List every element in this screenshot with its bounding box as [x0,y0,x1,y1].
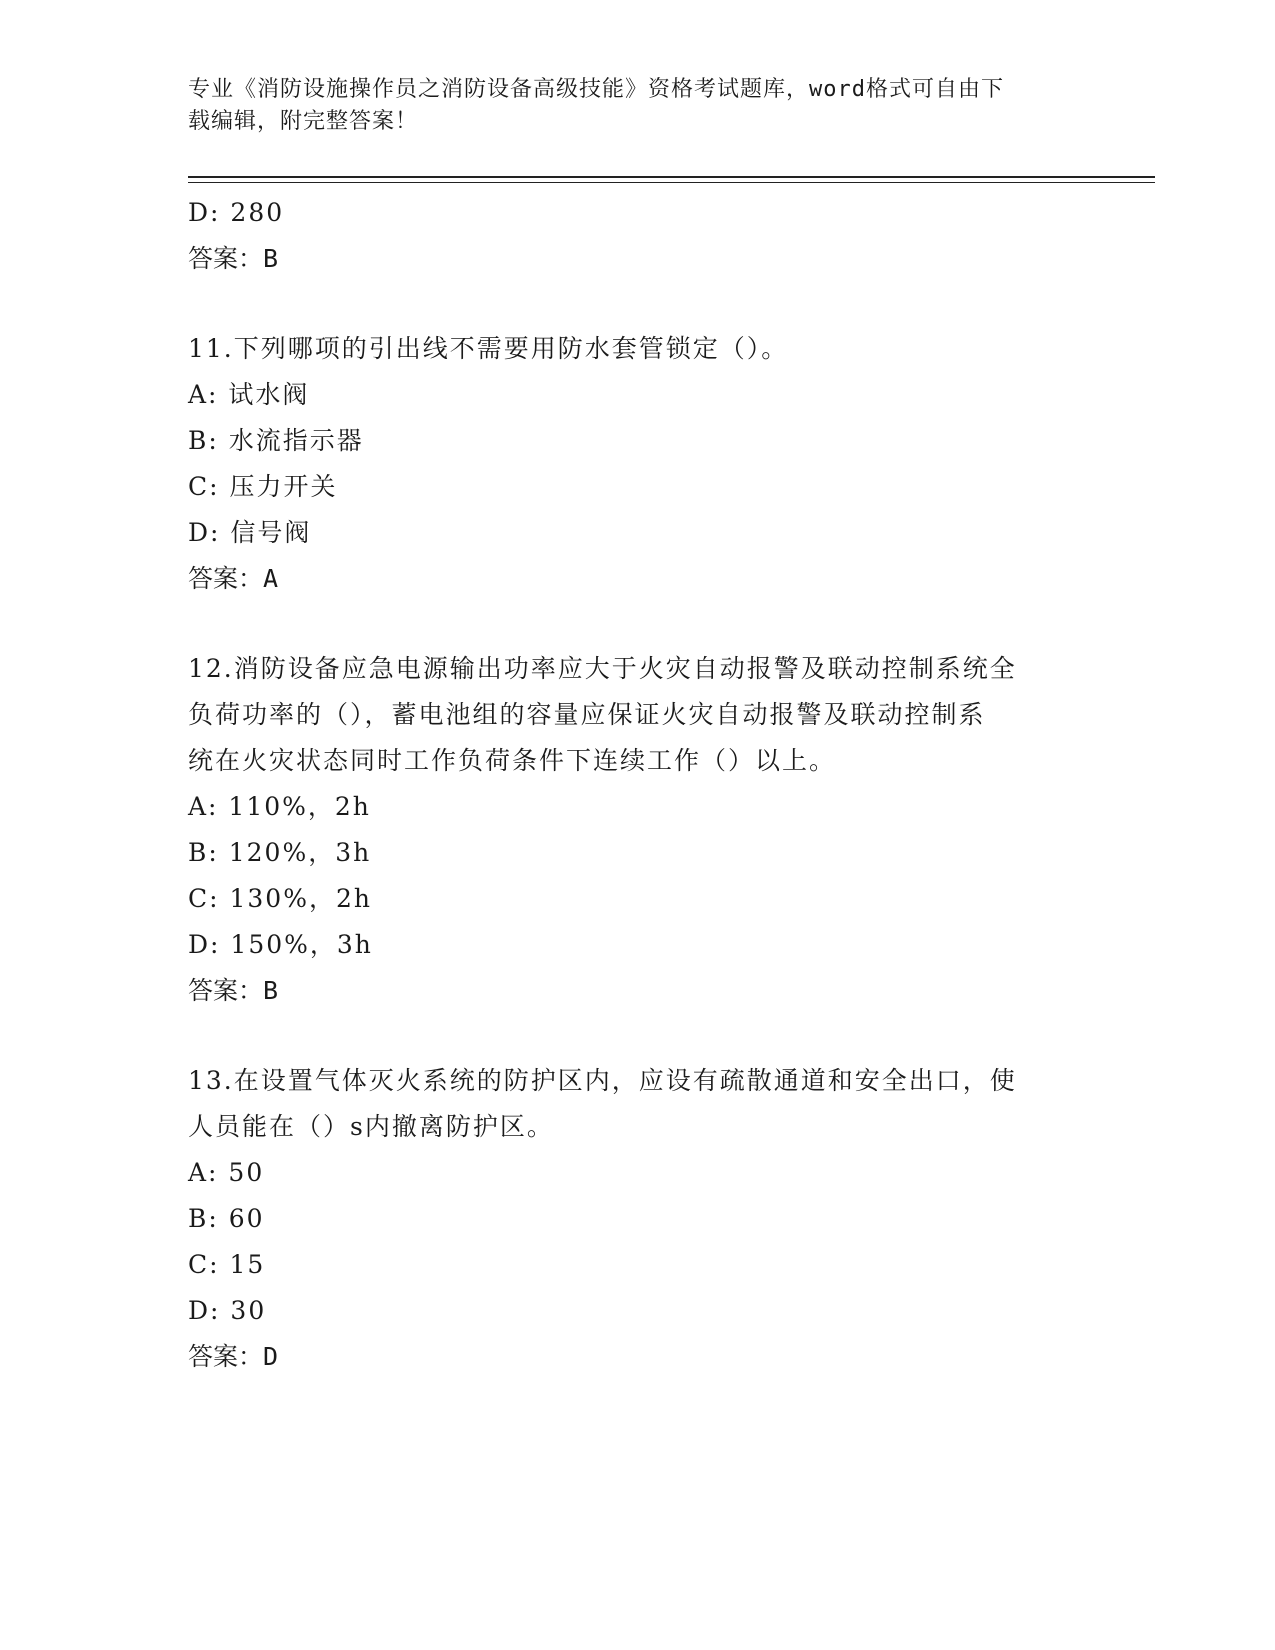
answer: 答案：D [188,1342,279,1371]
question-13 [188,1058,1088,1380]
answer: 答案：B [188,976,279,1005]
question-stem-line: 12.消防设备应急电源输出功率应大于火灾自动报警及联动控制系统全 [188,654,1017,683]
option-d: D: 信号阀 [188,518,312,547]
option-a: A: 试水阀 [188,380,310,409]
option-c: C: 15 [188,1250,266,1279]
spacer [188,1014,1088,1058]
option-a: A: 110%，2h [188,792,371,821]
option-d: D: 150%，3h [188,930,373,959]
option-d: D: 30 [188,1296,267,1325]
header-rule-thin [188,182,1155,183]
option-a: A: 50 [188,1158,265,1187]
spacer [188,282,1088,326]
option-c: C: 130%，2h [188,884,372,913]
answer: 答案：A [188,564,279,593]
document-header [188,74,1088,138]
prev-answer: 答案：B [188,244,279,273]
option-c: C: 压力开关 [188,472,338,501]
question-stem-line: 13.在设置气体灭火系统的防护区内，应设有疏散通道和安全出口，使 [188,1066,1017,1095]
option-b: B: 水流指示器 [188,426,364,455]
question-stem-line: 负荷功率的（），蓄电池组的容量应保证火灾自动报警及联动控制系 [188,700,986,729]
option-b: B: 60 [188,1204,265,1233]
header-line-1: 专业《消防设施操作员之消防设备高级技能》资格考试题库，word格式可自由下 [188,77,1004,102]
prev-option-d: D: 280 [188,198,285,227]
question-11 [188,326,1088,602]
question-stem-line: 11.下列哪项的引出线不需要用防水套管锁定（）。 [188,334,789,363]
option-b: B: 120%，3h [188,838,372,867]
question-12 [188,646,1088,1014]
spacer [188,602,1088,646]
question-stem-line: 统在火灾状态同时工作负荷条件下连续工作（）以上。 [188,746,837,775]
question-list [188,190,1088,1380]
header-line-2: 载编辑，附完整答案！ [188,109,419,134]
header-rule-thick [188,176,1155,178]
question-stem-line: 人员能在（）s内撤离防护区。 [188,1112,554,1141]
